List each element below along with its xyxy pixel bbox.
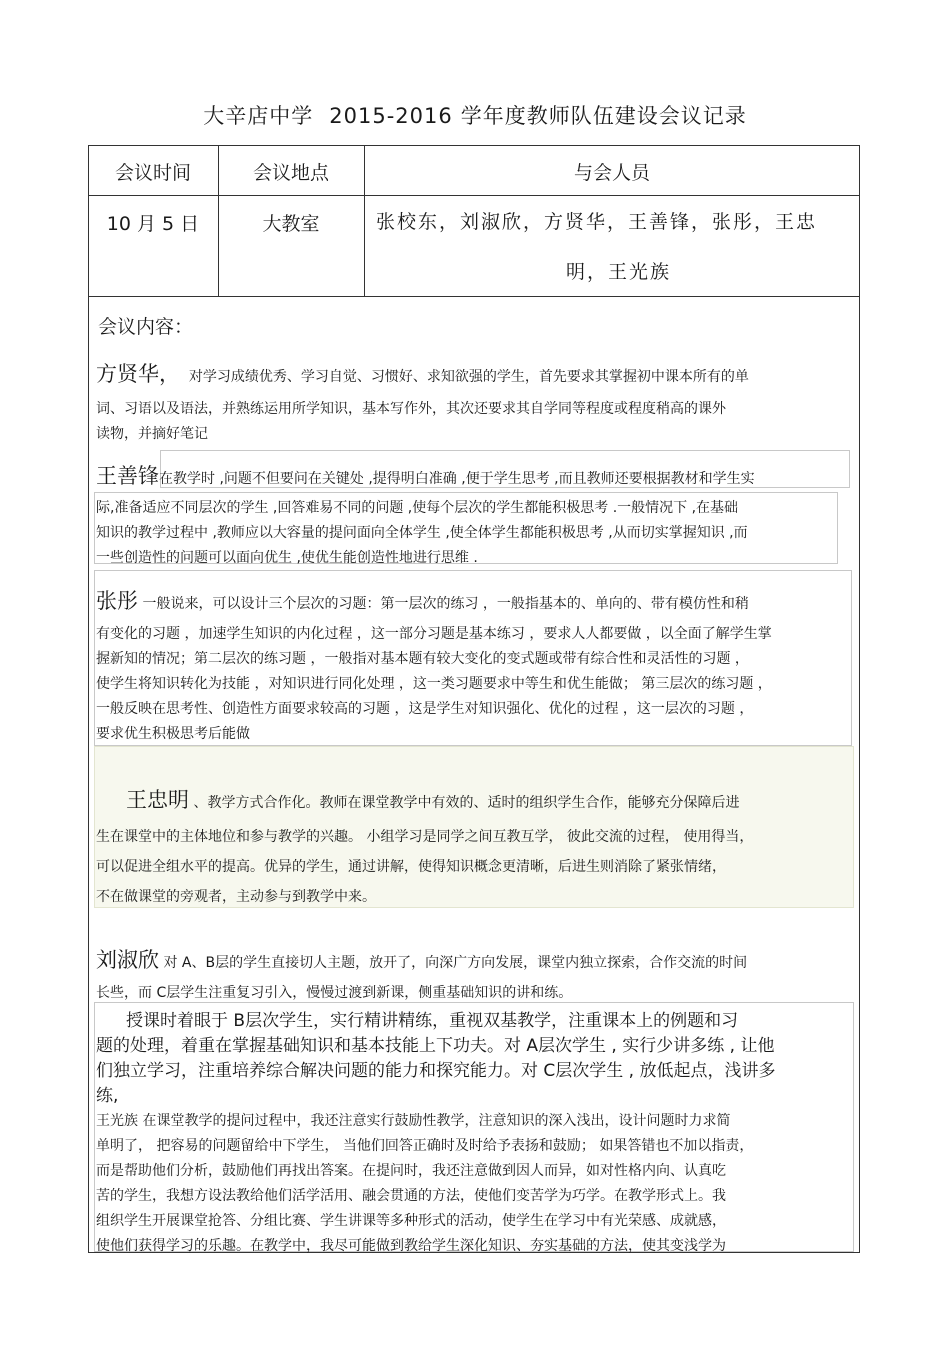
entry-fang-line-2: 词、习语以及语法，并熟练运用所学知识，基本写作外，其次还要求其自学同等程度或程度稍高的课外 <box>96 401 726 417</box>
speaker-zhang: 张彤 <box>96 589 138 613</box>
entry-liu-big-line-4: 练, <box>96 1086 119 1106</box>
entry-zhang-line-1: 张彤 一般说来，可以设计三个层次的习题：第一层次的练习 ，一般指基本的、单向的、带有模仿性和稍 <box>96 589 749 613</box>
entry-wang-zm-line-1: 王忠明 、教学方式合作化。教师在课堂教学中有效的、适时的组织学生合作，能够充分保障后进 <box>126 788 740 812</box>
entry-wang-zm-line-3: 可以促进全组水平的提高。优异的学生，通过讲解，使得知识概念更清晰，后进生则消除了紧张情绪， <box>96 859 726 875</box>
entry-zhang-line-6: 要求优生积极思考后能做 <box>96 726 250 742</box>
title-school: 大辛店中学 <box>203 104 314 128</box>
entry-fang-line-1: 方贤华， 对学习成绩优秀、学习自觉、习惯好、求知欲强的学生，首先要求其掌握初中课本所有的单 <box>96 362 749 386</box>
entry-wang-gz-line-4: 苦的学生，我想方设法教给他们活学活用、融会贯通的方法，使他们变苦学为巧学。在教学形式上。我 <box>96 1188 726 1204</box>
entry-wang-sf-line-2: 际,准备适应不同层次的学生 ,回答难易不同的问题 ,使每个层次的学生都能积极思考 .一般情况下 ,在基础 <box>96 500 739 516</box>
document-title <box>0 100 950 130</box>
entry-wang-gz-line-5: 组织学生开展课堂抢答、分组比赛、学生讲课等多种形式的活动，使学生在学习中有光荣感、成就感， <box>96 1213 726 1229</box>
entry-wang-sf-line-3: 知识的教学过程中 ,教师应以大容量的提问面向全体学生 ,使全体学生都能积极思考 ,从而切实掌握知识 ,而 <box>96 525 748 541</box>
entry-wang-zm-line-2: 生在课堂中的主体地位和参与教学的兴趣。 小组学习是同学之间互教互学， 彼此交流的过程， 使用得当， <box>96 829 754 845</box>
entry-wang-gz-line-2: 单明了， 把容易的问题留给中下学生， 当他们回答正确时及时给予表扬和鼓励； 如果答错也不加以指责， <box>96 1138 754 1154</box>
title-rest: 学年度教师队伍建设会议记录 <box>460 104 747 128</box>
entry-zhang-line-2: 有变化的习题 ，加速学生知识的内化过程 ，这一部分习题是基本练习 ，要求人人都要做 ，以全面了解学生掌 <box>96 626 772 642</box>
entry-wang-sf-line-4: 一些创造性的问题可以面向优生 ,使优生能创造性地进行思维 . <box>96 550 478 566</box>
header-place: 会议地点 <box>252 162 329 184</box>
speaker-liu: 刘淑欣 <box>96 948 159 972</box>
entry-fang-line-3: 读物，并摘好笔记 <box>96 426 208 442</box>
speaker-wang-sf: 王善锋 <box>96 464 159 488</box>
entry-wang-gz-line-6: 使他们获得学习的乐趣。在教学中，我尽可能做到教给学生深化知识、夯实基础的方法，使其变浅学为 <box>96 1238 726 1254</box>
entry-zhang-line-3: 握新知的情况；第二层次的练习题 ，一般指对基本题有较大变化的变式题或带有综合性和灵活性的习题 ， <box>96 651 749 667</box>
entry-liu-line-1: 刘淑欣 对 A、B层的学生直接切人主题，放开了，向深广方向发展，课堂内独立探索，合作交流的时间 <box>96 948 748 972</box>
entry-wang-gz-line-3: 而是帮助他们分析，鼓励他们再找出答案。在提问时，我还注意做到因人而异，如对性格内向、认真吃 <box>96 1163 726 1179</box>
title-year: 2015-2016 <box>329 104 453 128</box>
meeting-place: 大教室 <box>262 213 320 235</box>
meeting-date: 10 月 5 日 <box>106 213 200 235</box>
entry-zhang-line-4: 使学生将知识转化为技能 ，对知识进行同化处理 ，这一类习题要求中等生和优生能做； 第三层次的练习题 ， <box>96 676 772 692</box>
speaker-wang-zm: 王忠明 <box>126 788 189 812</box>
attendees-line-2: 明，王光族 <box>566 261 672 283</box>
entry-wang-gz-line-1: 王光族 在课堂教学的提问过程中，我还注意实行鼓励性教学，注意知识的深入浅出，设计问题时力求简 <box>96 1113 731 1129</box>
header-time: 会议时间 <box>114 162 191 184</box>
header-rule <box>88 195 860 196</box>
content-label: 会议内容： <box>98 316 194 338</box>
entry-wang-zm-line-4: 不在做课堂的旁观者，主动参与到教学中来。 <box>96 889 376 905</box>
entry-zhang-line-5: 一般反映在思考性、创造性方面要求较高的习题 ，这是学生对知识强化、优化的过程 ，这一层次的习题 ， <box>96 701 754 717</box>
entry-liu-big-line-2: 题的处理，着重在掌握基础知识和基本技能上下功夫。对 A层次学生 , 实行少讲多练 , 让他 <box>96 1036 775 1056</box>
info-rule <box>88 296 860 297</box>
entry-wang-sf-line-1: 王善锋在教学时 ,问题不但要问在关键处 ,提得明白准确 ,便于学生思考 ,而且教师还要根据教材和学生实 <box>96 464 755 488</box>
entry-liu-big-line-1: 授课时着眼于 B层次学生，实行精讲精练，重视双基教学，注重课本上的例题和习 <box>126 1011 739 1031</box>
speaker-fang: 方贤华， <box>96 362 180 386</box>
header-attendees: 与会人员 <box>573 162 650 184</box>
entry-liu-big-line-3: 们独立学习，注重培养综合解决问题的能力和探究能力。对 C层次学生 , 放低起点，浅讲多 <box>96 1061 776 1081</box>
attendees-line-1: 张校东，刘淑欣，方贤华，王善锋，张彤，王忠 <box>376 211 818 233</box>
entry-liu-line-2: 长些，而 C层学生注重复习引入，慢慢过渡到新课，侧重基础知识的讲和练。 <box>96 985 573 1001</box>
